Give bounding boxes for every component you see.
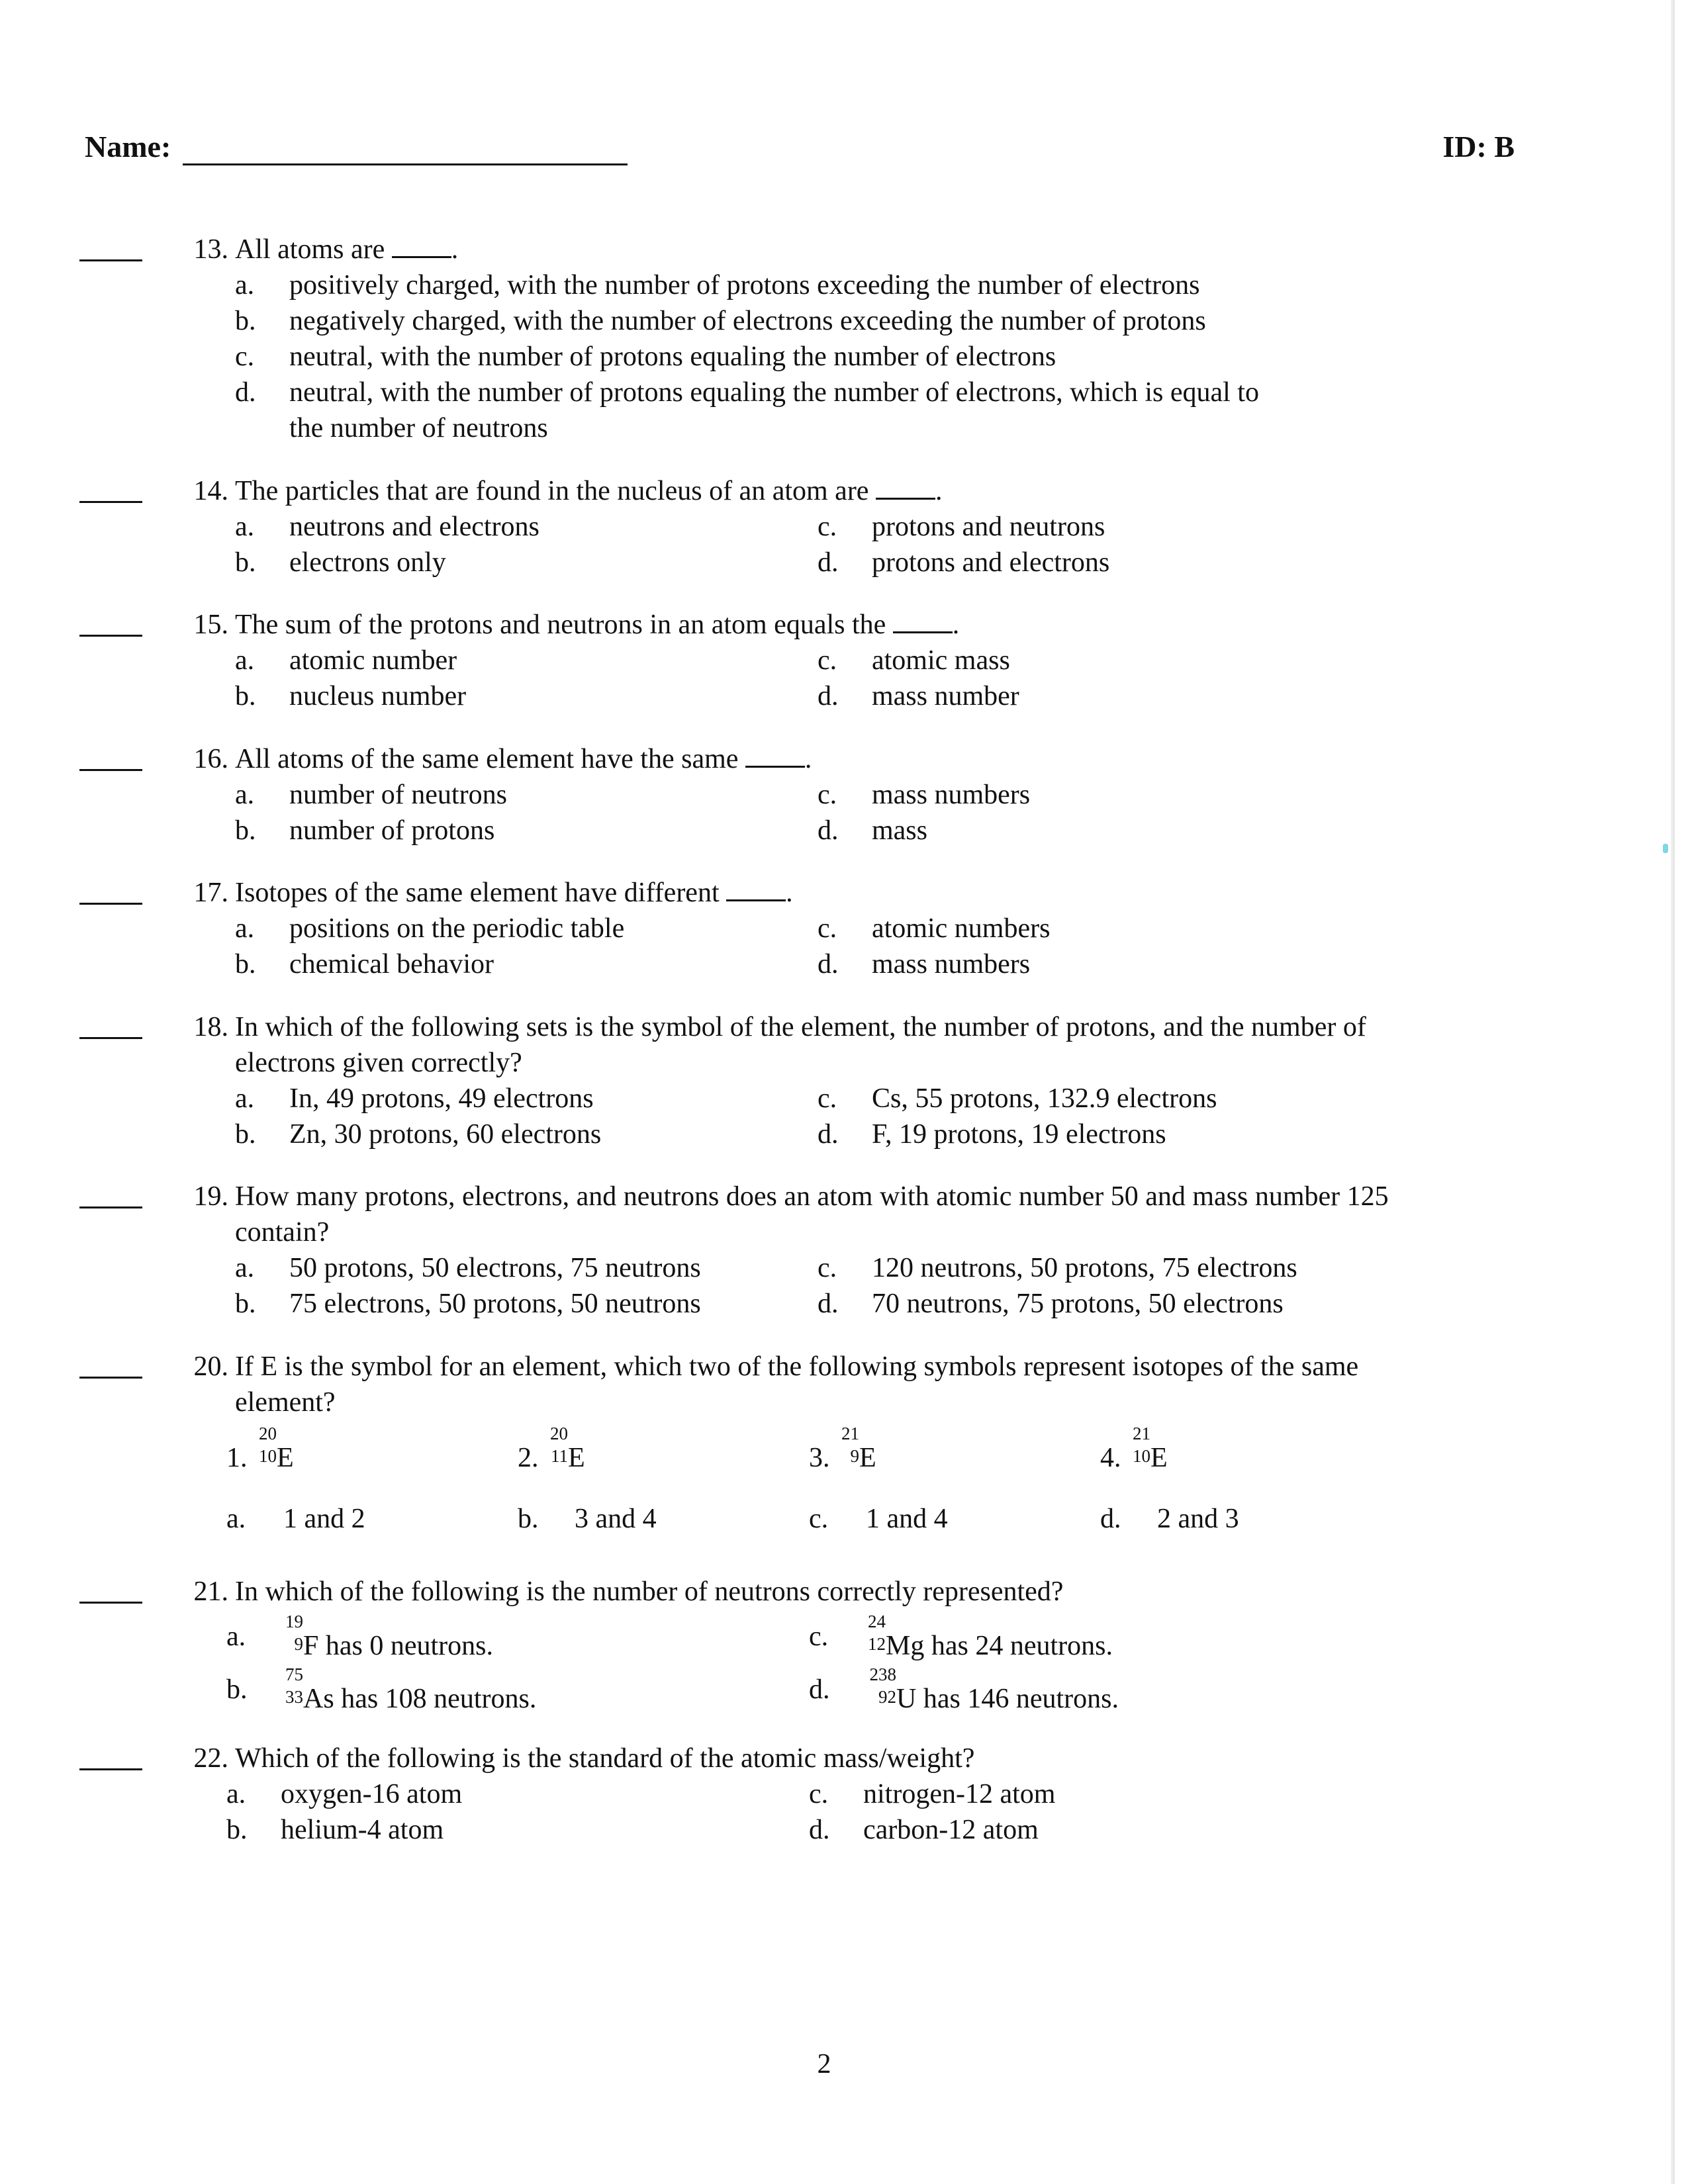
option-letter: d.	[818, 547, 839, 578]
option-letter: a.	[235, 913, 255, 944]
option-letter: a.	[235, 1083, 255, 1114]
option-text: positively charged, with the number of protons exceeding the number of electrons	[289, 270, 1200, 300]
question-number: 18.	[193, 1012, 228, 1042]
element-symbol: F	[303, 1631, 319, 1661]
nuclide-notation	[281, 1664, 303, 1707]
answer-blank-14[interactable]	[79, 501, 142, 503]
question-20	[73, 1349, 1516, 1547]
option-letter: c.	[809, 1779, 829, 1809]
atomic-number: 11	[551, 1446, 568, 1466]
mass-number: 20	[259, 1424, 277, 1443]
stem-end: .	[804, 744, 812, 774]
option-letter: c.	[235, 341, 255, 372]
option-letter: a.	[226, 1779, 246, 1809]
option-text	[863, 1612, 1113, 1664]
option-letter: b.	[235, 1119, 256, 1150]
option-text: 50 protons, 50 electrons, 75 neutrons	[289, 1253, 701, 1283]
stem-text: Isotopes of the same element have different	[235, 878, 720, 908]
atomic-number: 33	[285, 1687, 303, 1707]
answer-blank-20[interactable]	[79, 1377, 142, 1379]
mass-number: 21	[1133, 1424, 1150, 1443]
option-letter: b.	[235, 815, 256, 846]
option-letter: c.	[818, 645, 837, 676]
stem-end: .	[451, 234, 459, 265]
option-text: electrons only	[289, 547, 446, 578]
option-text: number of protons	[289, 815, 495, 846]
option-letter: a.	[235, 270, 255, 300]
option-letter: a.	[226, 1621, 246, 1652]
question-number: 16.	[193, 744, 228, 774]
question-21	[73, 1574, 1516, 1719]
option-text: F, 19 protons, 19 electrons	[872, 1119, 1166, 1150]
option-letter: d.	[818, 681, 839, 711]
stem-text: electrons given correctly?	[235, 1048, 522, 1078]
stem-end: .	[786, 878, 793, 908]
atomic-number: 12	[868, 1634, 886, 1654]
question-stem	[235, 741, 1552, 777]
option-text: negatively charged, with the number of electrons exceeding the number of protons	[289, 306, 1206, 336]
option-text: the number of neutrons	[289, 413, 548, 443]
element-symbol: E	[277, 1443, 294, 1473]
question-stem	[235, 232, 1552, 267]
option-text: mass numbers	[872, 949, 1031, 979]
option-text: protons and electrons	[872, 547, 1110, 578]
option-letter: d.	[235, 377, 256, 408]
option-letter: c.	[818, 1083, 837, 1114]
atomic-number: 9	[294, 1634, 303, 1654]
name-field-line[interactable]	[183, 163, 628, 165]
choice-label: 1.	[226, 1443, 248, 1473]
question-17	[73, 875, 1516, 987]
question-19	[73, 1179, 1516, 1324]
answer-blank-17[interactable]	[79, 903, 142, 905]
option-letter: d.	[818, 949, 839, 979]
nuclide-notation	[254, 1424, 277, 1467]
option-text: has 0 neutrons.	[325, 1631, 493, 1661]
option-text: Zn, 30 protons, 60 electrons	[289, 1119, 602, 1150]
question-number: 22.	[193, 1743, 228, 1774]
option-letter: a.	[235, 780, 255, 810]
atomic-number: 10	[259, 1446, 277, 1466]
stem-end: .	[935, 476, 943, 506]
stem-text: All atoms of the same element have the same	[235, 744, 739, 774]
nuclide-notation	[281, 1612, 303, 1655]
option-text	[863, 1664, 1119, 1717]
question-number: 17.	[193, 878, 228, 908]
question-number: 19.	[193, 1181, 228, 1212]
option-letter: d.	[818, 815, 839, 846]
option-text: atomic numbers	[872, 913, 1051, 944]
option-text: 75 electrons, 50 protons, 50 neutrons	[289, 1289, 701, 1319]
question-stem	[235, 1574, 1552, 1610]
mass-number: 20	[550, 1424, 568, 1443]
question-stem	[235, 1179, 1552, 1250]
option-letter: c.	[818, 512, 837, 542]
option-letter: b.	[226, 1674, 248, 1705]
option-letter: c.	[818, 1253, 837, 1283]
id-label: ID: B	[1442, 130, 1515, 163]
option-text: mass numbers	[872, 780, 1031, 810]
stem-end: .	[952, 610, 960, 640]
stem-text: Which of the following is the standard of the atomic mass/weight?	[235, 1743, 975, 1774]
option-text: has 146 neutrons.	[923, 1684, 1119, 1714]
element-symbol: As	[303, 1684, 334, 1714]
option-text: has 108 neutrons.	[341, 1684, 537, 1714]
isotope-choice-3	[809, 1424, 876, 1476]
nuclide-notation	[1128, 1424, 1150, 1467]
stem-text: In which of the following sets is the symbol of the element, the number of protons, and the number of	[235, 1012, 1366, 1042]
stem-text: The sum of the protons and neutrons in an atom equals the	[235, 610, 886, 640]
option-text: nitrogen-12 atom	[863, 1779, 1056, 1809]
option-text: number of neutrons	[289, 780, 507, 810]
option-text: 120 neutrons, 50 protons, 75 electrons	[872, 1253, 1297, 1283]
option-text: In, 49 protons, 49 electrons	[289, 1083, 594, 1114]
option-letter: c.	[818, 780, 837, 810]
atomic-number: 9	[850, 1446, 859, 1466]
nuclide-notation	[863, 1664, 896, 1707]
option-text: mass	[872, 815, 927, 846]
option-text: has 24 neutrons.	[931, 1631, 1113, 1661]
choice-label: 3.	[809, 1443, 830, 1473]
option-text: Cs, 55 protons, 132.9 electrons	[872, 1083, 1217, 1114]
question-stem	[235, 875, 1552, 911]
option-text: 2 and 3	[1157, 1504, 1239, 1534]
isotope-choice-4	[1100, 1424, 1168, 1476]
option-text: carbon-12 atom	[863, 1815, 1039, 1845]
scan-edge	[1671, 0, 1675, 2184]
question-stem	[235, 607, 1552, 643]
question-number: 15.	[193, 610, 228, 640]
answer-blank-16[interactable]	[79, 769, 142, 771]
question-number: 14.	[193, 476, 228, 506]
mass-number: 24	[868, 1612, 886, 1631]
mass-number: 19	[285, 1612, 303, 1631]
option-letter: b.	[235, 681, 256, 711]
option-text: atomic number	[289, 645, 457, 676]
option-letter: a.	[235, 1253, 255, 1283]
question-15	[73, 607, 1516, 719]
option-letter: a.	[235, 512, 255, 542]
name-label: Name:	[85, 130, 171, 163]
option-letter: c.	[809, 1504, 829, 1534]
question-13	[73, 232, 1516, 450]
element-symbol: E	[859, 1443, 876, 1473]
option-text: neutral, with the number of protons equaling the number of electrons	[289, 341, 1056, 372]
inline-blank	[745, 743, 805, 768]
option-text: 70 neutrons, 75 protons, 50 electrons	[872, 1289, 1284, 1319]
option-d-continued	[289, 410, 548, 446]
option-letter: a.	[235, 645, 255, 676]
option-text: neutral, with the number of protons equaling the number of electrons, which is equal to	[289, 377, 1259, 408]
option-letter: b.	[235, 306, 256, 336]
question-18	[73, 1009, 1516, 1155]
isotope-choice-2	[518, 1424, 585, 1476]
question-stem	[235, 1349, 1552, 1420]
answer-blank-22[interactable]	[79, 1768, 142, 1770]
question-number: 13.	[193, 234, 228, 265]
nuclide-notation	[545, 1424, 568, 1467]
nuclide-notation	[863, 1612, 886, 1655]
stem-text: If E is the symbol for an element, which two of the following symbols represent isotopes of the same	[235, 1351, 1359, 1382]
option-text: atomic mass	[872, 645, 1010, 676]
option-letter: c.	[809, 1621, 829, 1652]
choice-label: 4.	[1100, 1443, 1121, 1473]
mass-number: 21	[841, 1424, 859, 1443]
choice-label: 2.	[518, 1443, 539, 1473]
question-14	[73, 473, 1516, 586]
question-number: 20.	[193, 1351, 228, 1382]
element-symbol: E	[568, 1443, 585, 1473]
element-symbol: E	[1150, 1443, 1168, 1473]
page-number: 2	[817, 2049, 831, 2079]
stem-text: contain?	[235, 1217, 330, 1248]
element-symbol: Mg	[886, 1631, 925, 1661]
option-text: protons and neutrons	[872, 512, 1105, 542]
option-letter: d.	[809, 1815, 830, 1845]
option-letter: d.	[809, 1674, 830, 1705]
nuclide-notation	[837, 1424, 859, 1467]
stem-text: The particles that are found in the nucleus of an atom are	[235, 476, 869, 506]
answer-blank-19[interactable]	[79, 1206, 142, 1208]
mass-number: 75	[285, 1664, 303, 1684]
page-header	[85, 129, 1515, 169]
option-text: 3 and 4	[575, 1504, 657, 1534]
answer-blank-15[interactable]	[79, 635, 142, 637]
isotope-choice-1	[226, 1424, 294, 1476]
inline-blank	[726, 877, 786, 901]
option-letter: d.	[818, 1119, 839, 1150]
option-letter: b.	[235, 1289, 256, 1319]
inline-blank	[893, 609, 953, 633]
stem-text: In which of the following is the number of neutrons correctly represented?	[235, 1576, 1064, 1607]
option-letter: b.	[518, 1504, 539, 1534]
option-text: neutrons and electrons	[289, 512, 539, 542]
option-text: 1 and 2	[283, 1504, 365, 1534]
option-text: mass number	[872, 681, 1019, 711]
element-symbol: U	[896, 1684, 917, 1714]
option-letter: b.	[235, 949, 256, 979]
option-letter: a.	[226, 1504, 246, 1534]
question-22	[73, 1741, 1516, 1853]
question-16	[73, 741, 1516, 854]
option-letter: d.	[818, 1289, 839, 1319]
stem-text: element?	[235, 1387, 336, 1418]
question-number: 21.	[193, 1576, 228, 1607]
answer-blank-18[interactable]	[79, 1037, 142, 1039]
inline-blank	[876, 475, 935, 500]
option-text: 1 and 4	[866, 1504, 948, 1534]
option-letter: b.	[235, 547, 256, 578]
option-letter: d.	[1100, 1504, 1121, 1534]
option-text: oxygen-16 atom	[281, 1779, 463, 1809]
option-text	[281, 1612, 493, 1664]
atomic-number: 10	[1133, 1446, 1150, 1466]
answer-blank-21[interactable]	[79, 1602, 142, 1604]
atomic-number: 92	[878, 1687, 896, 1707]
answer-blank-13[interactable]	[79, 259, 142, 261]
mass-number: 238	[869, 1664, 896, 1684]
inline-blank	[392, 234, 451, 258]
option-letter: c.	[818, 913, 837, 944]
option-text	[281, 1664, 537, 1717]
stem-text: How many protons, electrons, and neutrons does an atom with atomic number 50 and mass number 125	[235, 1181, 1389, 1212]
option-text: nucleus number	[289, 681, 467, 711]
stem-text: All atoms are	[235, 234, 385, 265]
option-letter: b.	[226, 1815, 248, 1845]
question-stem	[235, 1009, 1552, 1081]
scan-mark	[1663, 844, 1668, 853]
question-stem	[235, 473, 1552, 509]
option-text: positions on the periodic table	[289, 913, 625, 944]
option-text: chemical behavior	[289, 949, 494, 979]
option-text: helium-4 atom	[281, 1815, 444, 1845]
question-stem	[235, 1741, 1552, 1776]
